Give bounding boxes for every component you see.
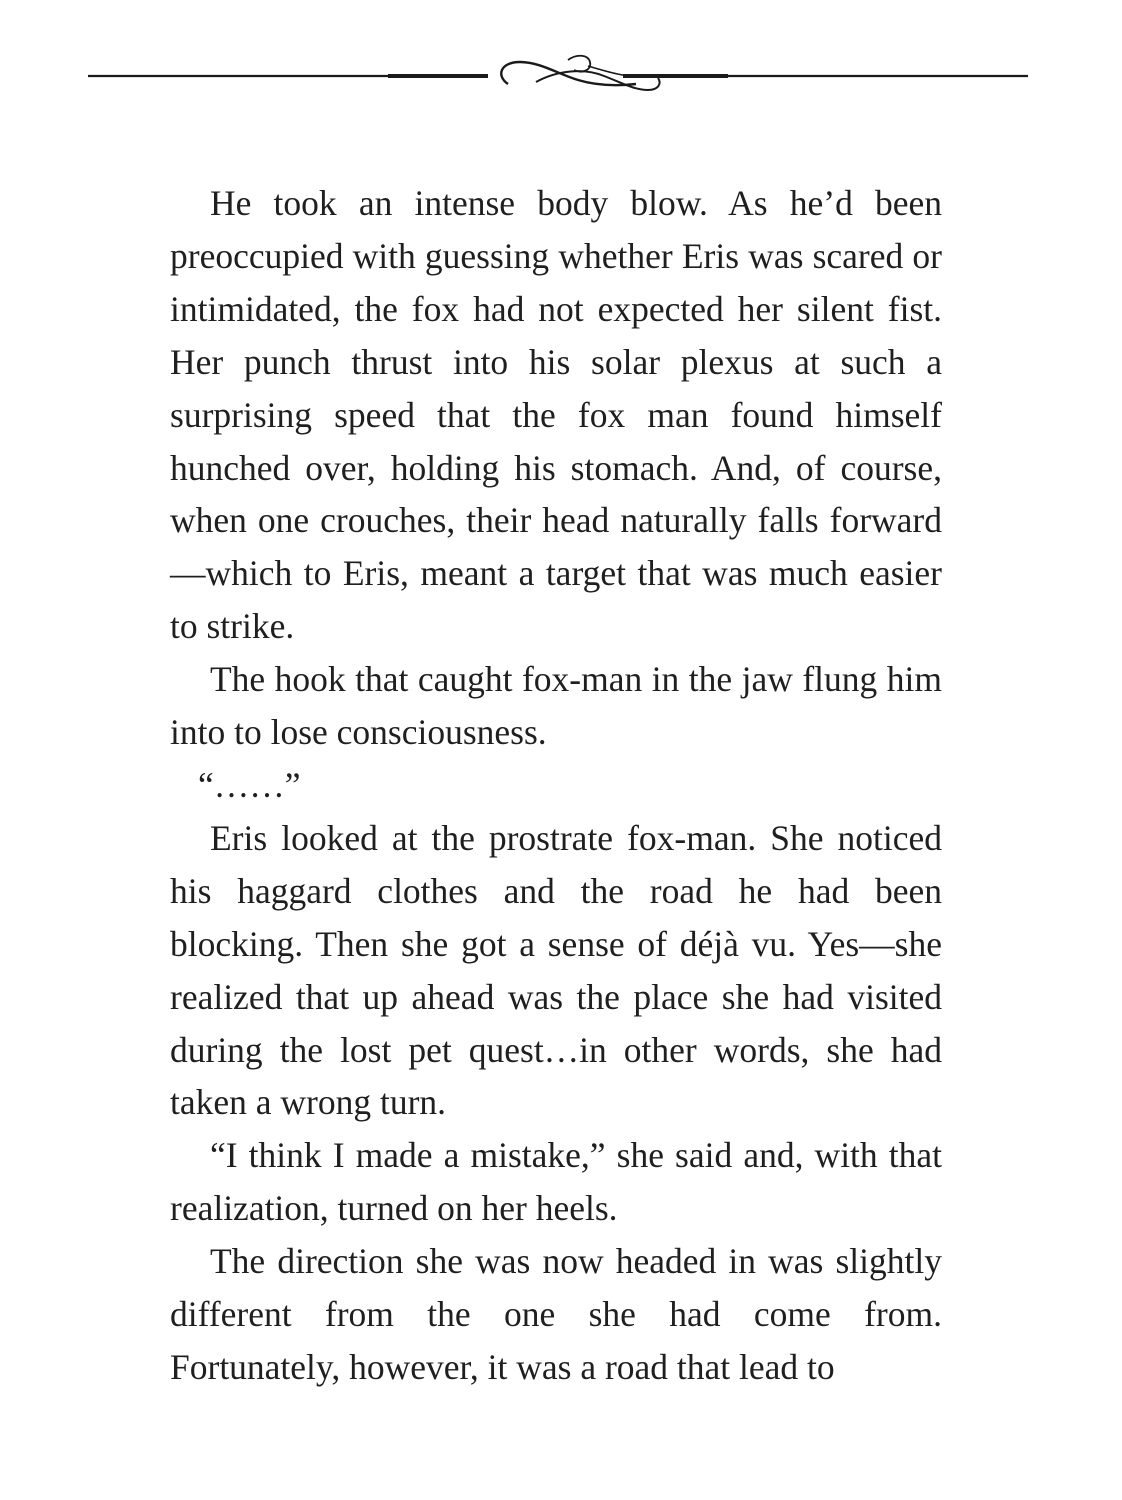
- paragraph-6: The direction she was now headed in was slightly different from the one she had come from. Fortunately, however, it was a road that lead to: [170, 1241, 942, 1387]
- body-text: [170, 177, 942, 1394]
- paragraph-5: “I think I made a mistake,” she said and, with that realization, turned on her heels.: [170, 1135, 942, 1229]
- paragraph-3: “……”: [198, 764, 301, 805]
- paragraph-1: He took an intense body blow. As he’d been preoccupied with guessing whether Eris was scared or intimidated, the fox had not expected her silent fist. Her punch thrust into his solar plexus at such a surprising speed that the fox man found himself hunched over, holding his stomach. And, of course, when one crouches, their head naturally falls forward—which to Eris, meant a target that was much easier to strike.: [170, 183, 942, 647]
- paragraph-4: Eris looked at the prostrate fox-man. She noticed his haggard clothes and the road he had been blocking. Then she got a sense of déjà vu. Yes—she realized that up ahead was the place she had visited during the lost pet quest…in other words, she had taken a wrong turn.: [170, 817, 942, 1123]
- flourish-divider-icon: [88, 46, 1028, 106]
- paragraph-2: The hook that caught fox-man in the jaw flung him into to lose consciousness.: [170, 659, 942, 753]
